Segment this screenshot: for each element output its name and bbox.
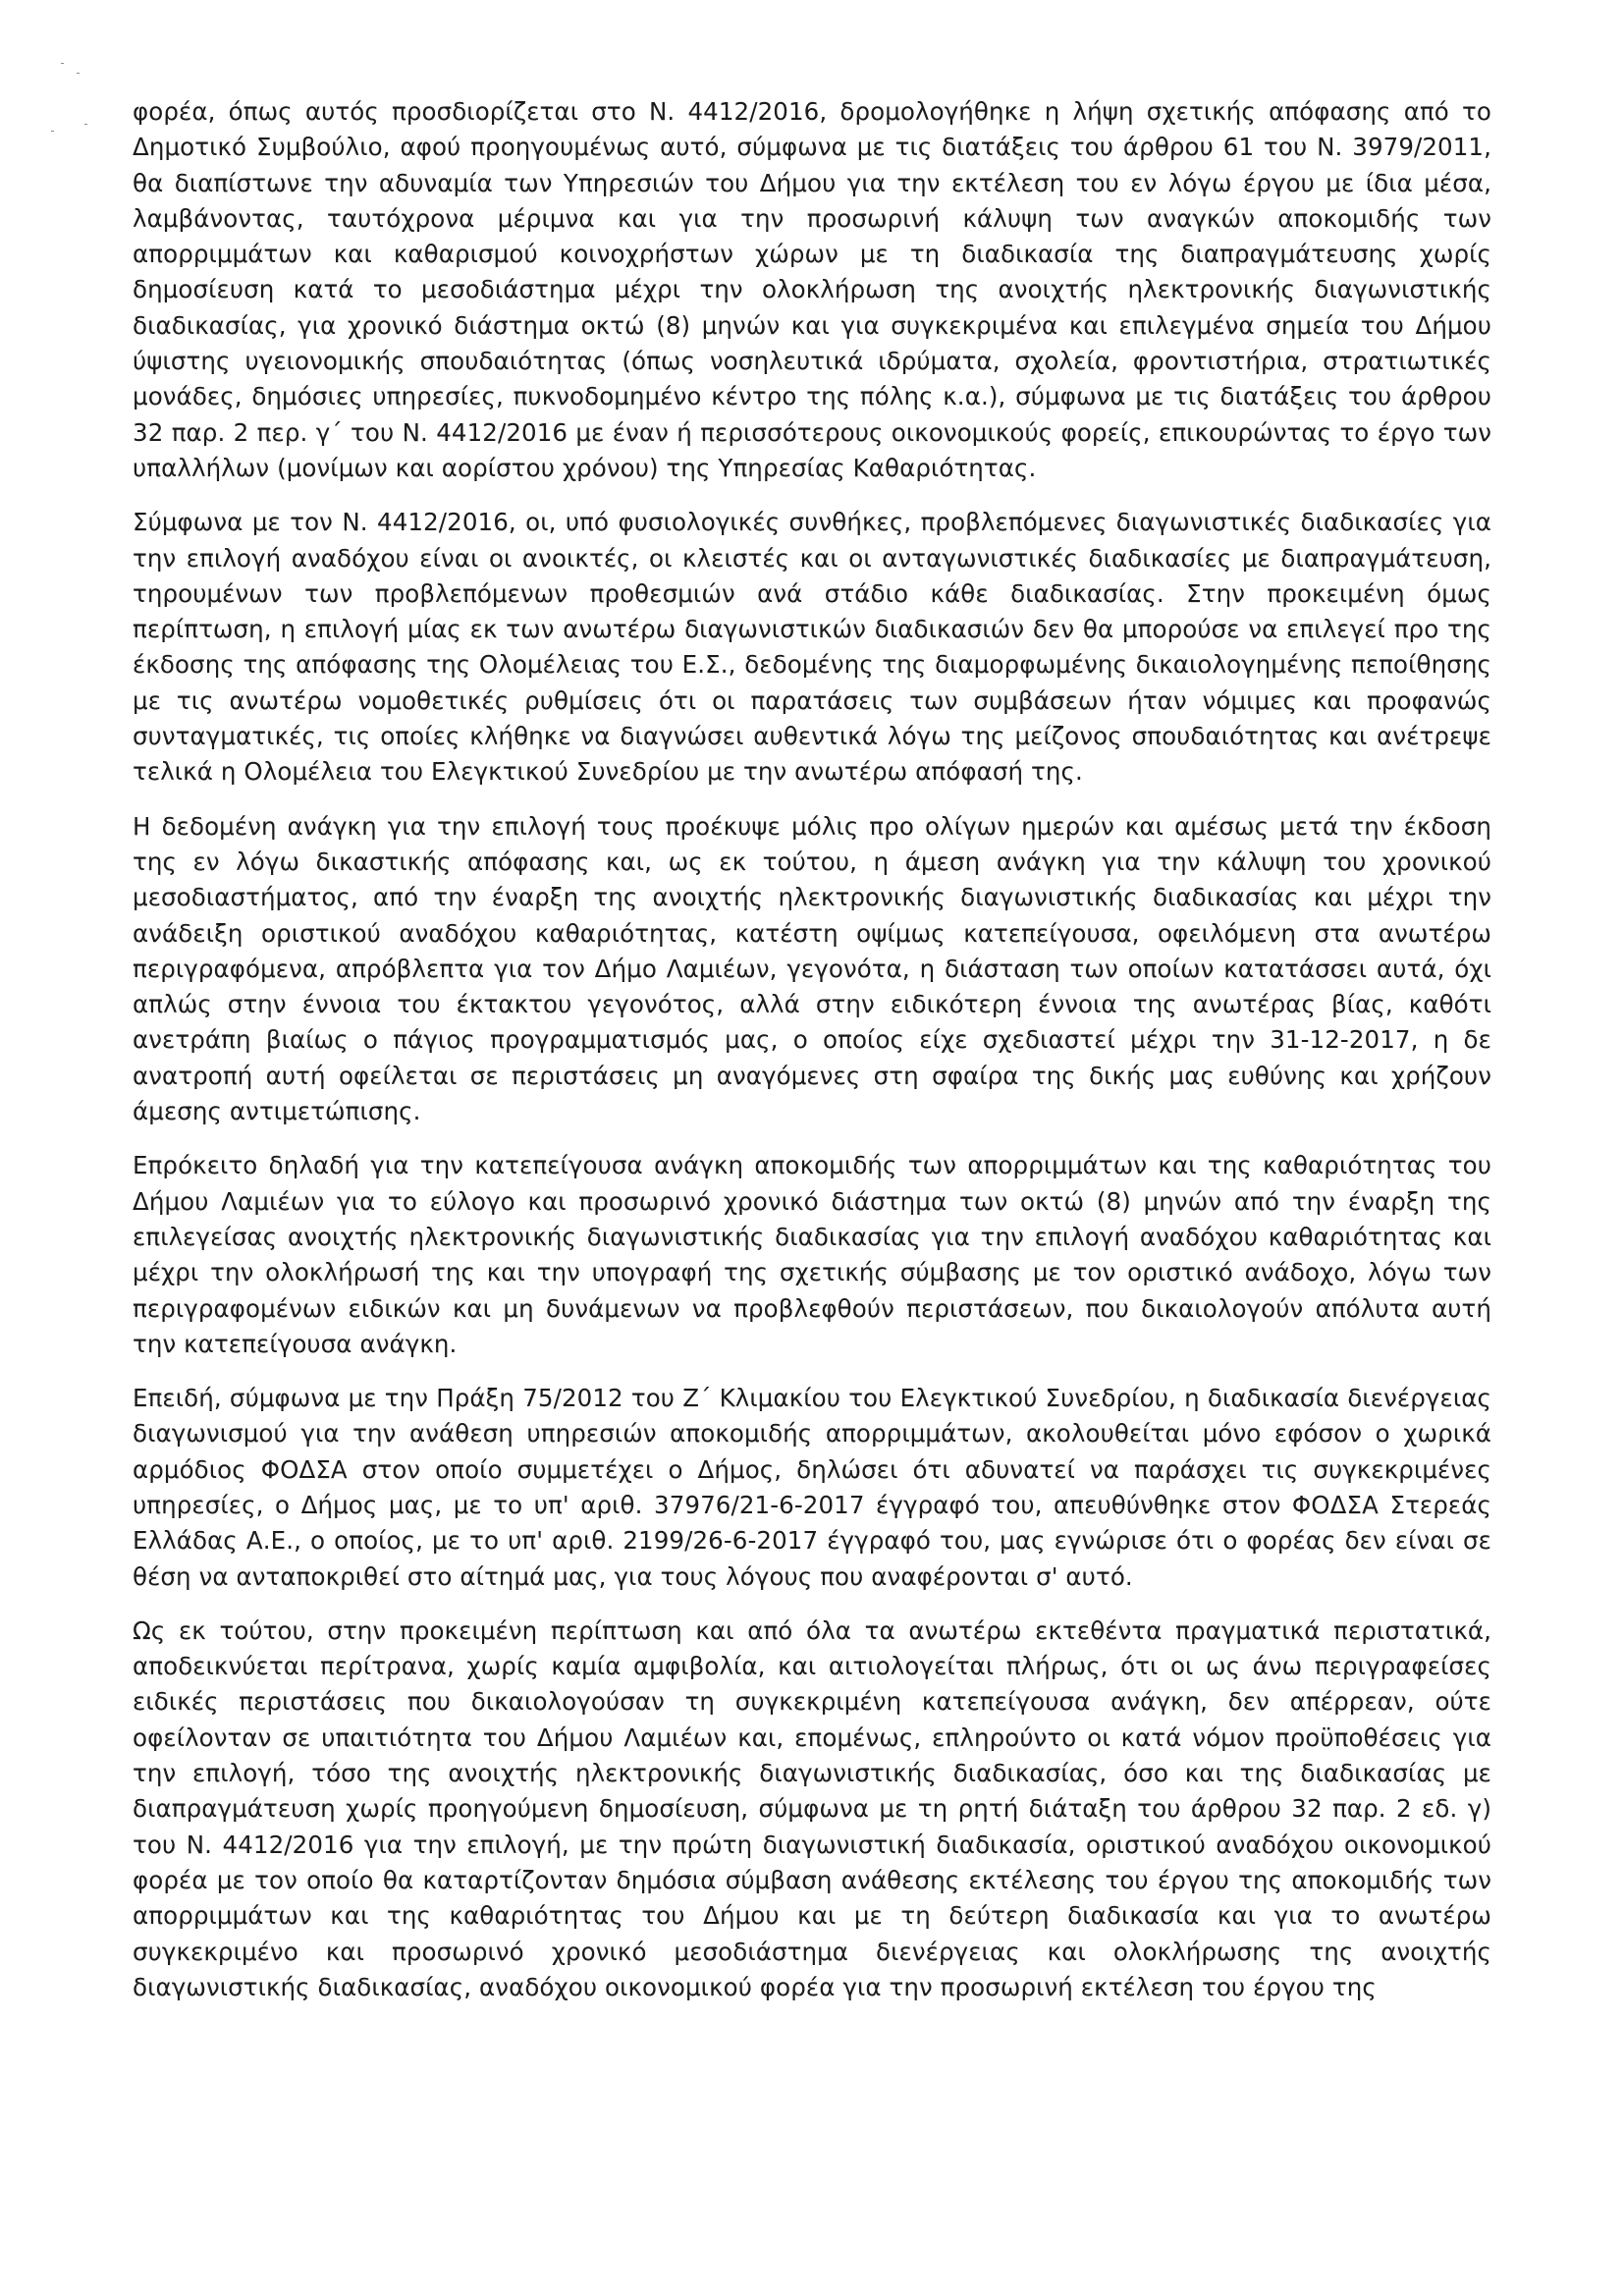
paragraph: Επρόκειτο δηλαδή για την κατεπείγουσα ανάγκη αποκομιδής των απορριμμάτων και της καθαριότητας του Δήμου Λαμιέων για το εύλογο και προσωρινό χρονικό διάστημα των οκτώ (8) μηνών από την έναρξη της επιλεγείσας ανοιχτής ηλεκτρονικής διαγωνιστικής διαδικασίας για την επιλογή αναδόχου καθαριότητας και μέχρι την ολοκλήρωσή της και την υπογραφή της σχετικής σύμβασης με τον οριστικό ανάδοχο, λόγω των περιγραφομένων ειδικών και μη δυνάμενων να προβλεφθούν περιστάσεων, που δικαιολογούν απόλυτα αυτή την κατεπείγουσα ανάγκη. bbox=[133, 1151, 1491, 1358]
scan-speck bbox=[61, 63, 64, 64]
paragraph: Η δεδομένη ανάγκη για την επιλογή τους προέκυψε μόλις προ ολίγων ημερών και αμέσως μετά την έκδοση της εν λόγω δικαστικής απόφασης και, ως εκ τούτου, η άμεση ανάγκη για την κάλυψη του χρονικού μεσοδιαστήματος, από την έναρξη της ανοιχτής ηλεκτρονικής διαγωνιστικής διαδικασίας και μέχρι την ανάδειξη οριστικού αναδόχου καθαριότητας, κατέστη οψίμως κατεπείγουσα, οφειλόμενη στα ανωτέρω περιγραφόμενα, απρόβλεπτα για τον Δήμο Λαμιέων, γεγονότα, η διάσταση των οποίων κατατάσσει αυτά, όχι απλώς στην έννοια του έκτακτου γεγονότος, αλλά στην ειδικότερη έννοια της ανωτέρας βίας, καθότι ανετράπη βιαίως ο πάγιος προγραμματισμός μας, ο οποίος είχε σχεδιαστεί μέχρι την 31-12-2017, η δε ανατροπή αυτή οφείλεται σε περιστάσεις μη αναγόμενες στη σφαίρα της δικής μας ευθύνης και χρήζουν άμεσης αντιμετώπισης. bbox=[133, 811, 1491, 1126]
scan-speck bbox=[51, 131, 54, 132]
paragraph: φορέα, όπως αυτός προσδιορίζεται στο Ν. 4412/2016, δρομολογήθηκε η λήψη σχετικής απόφασης από το Δημοτικό Συμβούλιο, αφού προηγουμένως αυτό, σύμφωνα με τις διατάξεις του άρθρου 61 του Ν. 3979/2011, θα διαπίστωνε την αδυναμία των Υπηρεσιών του Δήμου για την εκτέλεση του εν λόγω έργου με ίδια μέσα, λαμβάνοντας, ταυτόχρονα μέριμνα και για την προσωρινή κάλυψη των αναγκών αποκομιδής των απορριμμάτων και καθαρισμού κοινοχρήστων χώρων με τη διαδικασία της διαπραγμάτευσης χωρίς δημοσίευση κατά το μεσοδιάστημα μέχρι την ολοκλήρωση της ανοιχτής ηλεκτρονικής διαγωνιστικής διαδικασίας, για χρονικό διάστημα οκτώ (8) μηνών και για συγκεκριμένα και επιλεγμένα σημεία του Δήμου ύψιστης υγειονομικής σπουδαιότητας (όπως νοσηλευτικά ιδρύματα, σχολεία, φροντιστήρια, στρατιωτικές μονάδες, δημόσιες υπηρεσίες, πυκνοδομημένο κέντρο της πόλης κ.α.), σύμφωνα με τις διατάξεις του άρθρου 32 παρ. 2 περ. γ΄ του Ν. 4412/2016 με έναν ή περισσότερους οικονομικούς φορείς, επικουρώντας το έργο των υπαλλήλων (μονίμων και αορίστου χρόνου) της Υπηρεσίας Καθαριότητας. bbox=[133, 97, 1491, 482]
paragraph: Επειδή, σύμφωνα με την Πράξη 75/2012 του Ζ΄ Κλιμακίου του Ελεγκτικού Συνεδρίου, η διαδικασία διενέργειας διαγωνισμού για την ανάθεση υπηρεσιών αποκομιδής απορριμμάτων, ακολουθείται μόνο εφόσον ο χωρικά αρμόδιος ΦΟΔΣΑ στον οποίο συμμετέχει ο Δήμος, δηλώσει ότι αδυνατεί να παράσχει τις συγκεκριμένες υπηρεσίες, ο Δήμος μας, με το υπ' αριθ. 37976/21-6-2017 έγγραφό του, απευθύνθηκε στον ΦΟΔΣΑ Στερεάς Ελλάδας Α.Ε., ο οποίος, με το υπ' αριθ. 2199/26-6-2017 έγγραφό του, μας εγνώρισε ότι ο φορέας δεν είναι σε θέση να ανταποκριθεί στο αίτημά μας, για τους λόγους που αναφέρονται σ' αυτό. bbox=[133, 1384, 1491, 1591]
paragraph: Ως εκ τούτου, στην προκειμένη περίπτωση και από όλα τα ανωτέρω εκτεθέντα πραγματικά περιστατικά, αποδεικνύεται περίτρανα, χωρίς καμία αμφιβολία, και αιτιολογείται πλήρως, ότι οι ως άνω περιγραφείσες ειδικές περιστάσεις που δικαιολογούσαν τη συγκεκριμένη κατεπείγουσα ανάγκη, δεν απέρρεαν, ούτε οφείλονταν σε υπαιτιότητα του Δήμου Λαμιέων και, επομένως, επληρούντο οι κατά νόμον προϋποθέσεις για την επιλογή, τόσο της ανοιχτής ηλεκτρονικής διαγωνιστικής διαδικασίας, όσο και της διαδικασίας με διαπραγμάτευση χωρίς προηγούμενη δημοσίευση, σύμφωνα με τη ρητή διάταξη του άρθρου 32 παρ. 2 εδ. γ) του Ν. 4412/2016 για την επιλογή, με την πρώτη διαγωνιστική διαδικασία, οριστικού αναδόχου οικονομικού φορέα με τον οποίο θα καταρτίζονταν δημόσια σύμβαση ανάθεσης εκτέλεσης του έργου της αποκομιδής των απορριμμάτων και της καθαριότητας του Δήμου και με τη δεύτερη διαδικασία και για το ανωτέρω συγκεκριμένο και προσωρινό χρονικό μεσοδιάστημα διενέργειας και ολοκλήρωσης της ανοιχτής διαγωνιστικής διαδικασίας, αναδόχου οικονομικού φορέα για την προσωρινή εκτέλεση του έργου της bbox=[133, 1615, 1491, 2001]
paragraph: Σύμφωνα με τον Ν. 4412/2016, οι, υπό φυσιολογικές συνθήκες, προβλεπόμενες διαγωνιστικές διαδικασίες για την επιλογή αναδόχου είναι οι ανοικτές, οι κλειστές και οι ανταγωνιστικές διαδικασίες με διαπραγμάτευση, τηρουμένων των προβλεπόμενων προθεσμιών ανά στάδιο κάθε διαδικασίας. Στην προκειμένη όμως περίπτωση, η επιλογή μίας εκ των ανωτέρω διαγωνιστικών διαδικασιών δεν θα μπορούσε να επιλεγεί προ της έκδοσης της απόφασης της Ολομέλειας του Ε.Σ., δεδομένης της διαμορφωμένης δικαιολογημένης πεποίθησης με τις ανωτέρω νομοθετικές ρυθμίσεις ότι οι παρατάσεις των συμβάσεων ήταν νόμιμες και προφανώς συνταγματικές, τις οποίες κλήθηκε να διαγνώσει αυθεντικά λόγω της μείζονος σπουδαιότητας και ανέτρεψε τελικά η Ολομέλεια του Ελεγκτικού Συνεδρίου με την ανωτέρω απόφασή της. bbox=[133, 508, 1491, 787]
scan-speck bbox=[77, 73, 80, 74]
document-body bbox=[133, 94, 1491, 2005]
scan-speck bbox=[84, 124, 87, 125]
